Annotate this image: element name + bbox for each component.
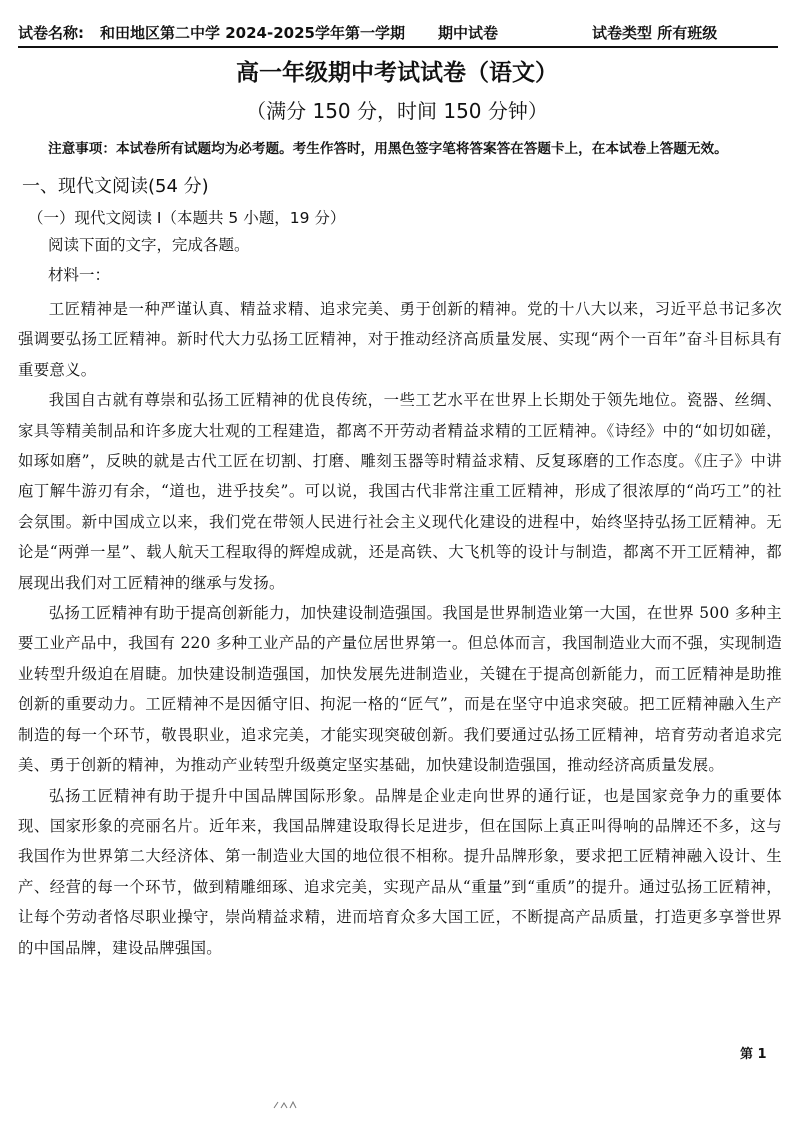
passage-paragraph-1: 工匠精神是一种严谨认真、精益求精、追求完美、勇于创新的精神。党的十八大以来，习近平总书记多次强调要弘扬工匠精神。新时代大力弘扬工匠精神，对于推动经济高质量发展、实现“两个一百年”奋斗目标具有重要意义。 bbox=[18, 300, 782, 379]
passage-paragraph-3: 弘扬工匠精神有助于提高创新能力，加快建设制造强国。我国是世界制造业第一大国，在世界 500 多种主要工业产品中，我国有 220 多种工业产品的产量位居世界第一。但总体而言，我国制造业大而不强，实现制造业转型升级迫在眉睫。加快建设制造强国，加快发展先进制造业，关键在于提高创新能力，而工匠精神是助推创新的重要动力。工匠精神不是因循守旧、拘泥一格的“匠气”，而是在坚守中追求突破。把工匠精神融入生产制造的每一个环节，敬畏职业，追求完美，才能实现突破创新。我们要通过弘扬工匠精神，培育劳动者追求完美、勇于创新的精神，为推动产业转型升级奠定坚实基础，加快建设制造强国，推动经济高质量发展。 bbox=[18, 604, 782, 775]
passage-paragraph-4: 弘扬工匠精神有助于提升中国品牌国际形象。品牌是企业走向世界的通行证，也是国家竞争力的重要体现、国家形象的亮丽名片。近年来，我国品牌建设取得长足进步，但在国际上真正叫得响的品牌还不多，这与我国作为世界第二大经济体、第一制造业大国的地位很不相称。提升品牌形象，要求把工匠精神融入设计、生产、经营的每一个环节，做到精雕细琢、追求完美，实现产品从“重量”到“重质”的提升。通过弘扬工匠精神，让每个劳动者恪尽职业操守，崇尚精益求精，进而培育众多大国工匠，不断提高产品质量，打造更多享誉世界的中国品牌，建设品牌强国。 bbox=[18, 786, 782, 957]
exam-title: 高一年级期中考试试卷（语文） bbox=[236, 60, 558, 86]
header-school-term: 和田地区第二中学 2024-2025学年第一学期 bbox=[100, 24, 405, 42]
page-number: 第 1 bbox=[740, 1047, 767, 1062]
header-label: 试卷名称: bbox=[18, 24, 84, 42]
exam-notice: 注意事项：本试卷所有试题均为必考题。考生作答时，用黑色签字笔将答案答在答题卡上，在本试卷上答题无效。 bbox=[48, 141, 728, 157]
passage-paragraph-2: 我国自古就有尊崇和弘扬工匠精神的优良传统，一些工艺水平在世界上长期处于领先地位。瓷器、丝绸、家具等精美制品和许多庞大壮观的工程建造，都离不开劳动者精益求精的工匠精神。《诗经》中的“如切如磋，如琢如磨”，反映的就是古代工匠在切割、打磨、雕刻玉器等时精益求精、反复琢磨的工作态度。《庄子》中讲庖丁解牛游刃有余，“道也，进乎技矣”。可以说，我国古代非常注重工匠精神，形成了很浓厚的“尚巧工”的社会氛围。新中国成立以来，我们党在带领人民进行社会主义现代化建设的进程中，始终坚持弘扬工匠精神。无论是“两弹一星”、载人航天工程取得的辉煌成就，还是高铁、大飞机等的设计与制造，都离不开工匠精神，都展现出我们对工匠精神的继承与发扬。 bbox=[18, 391, 782, 592]
section-heading: 一、现代文阅读(54 分) bbox=[22, 176, 209, 197]
header-exam-type: 期中试卷 bbox=[438, 24, 499, 42]
header-paper-type: 试卷类型 所有班级 bbox=[592, 24, 718, 42]
material-label: 材料一： bbox=[48, 266, 111, 284]
exam-header bbox=[18, 22, 778, 48]
scan-artifact-mark bbox=[272, 1100, 302, 1110]
exam-subtitle: （满分 150 分，时间 150 分钟） bbox=[246, 99, 548, 123]
reading-instruction: 阅读下面的文字，完成各题。 bbox=[48, 236, 250, 254]
subsection-heading: （一）现代文阅读 I（本题共 5 小题，19 分） bbox=[28, 209, 346, 227]
passage-body bbox=[18, 294, 782, 963]
